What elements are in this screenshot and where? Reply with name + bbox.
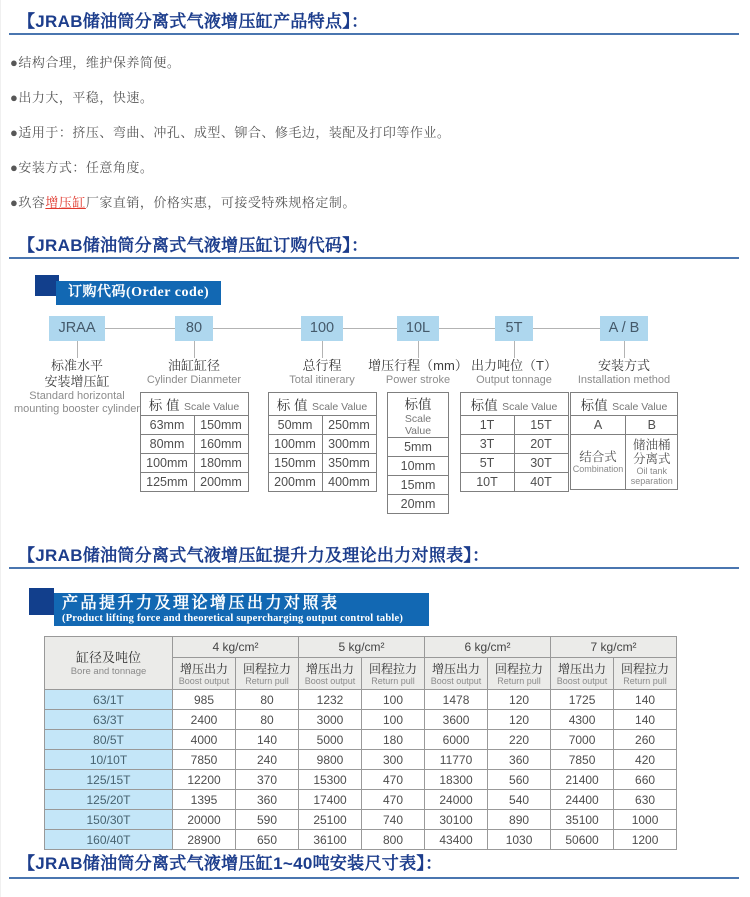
table-row xyxy=(140,416,248,435)
boost-output-header: 增压出力 Boost output xyxy=(299,658,362,690)
label-cn: 油缸缸径 xyxy=(167,358,220,373)
table-cell: 10/10T xyxy=(45,750,173,770)
header-cn: 标 值 xyxy=(276,397,308,413)
header-en: Scale Value xyxy=(502,400,558,413)
table-header xyxy=(570,393,678,416)
table-header-row xyxy=(45,637,677,658)
table-cell: 650 xyxy=(236,830,299,850)
label-en: Total itinerary xyxy=(289,374,355,386)
table-cell: 140 xyxy=(614,710,677,730)
cell-en: Oil tank xyxy=(636,466,668,476)
order-code-banner: 订购代码(Order code) xyxy=(56,281,221,305)
cell-cn: 储油桶 xyxy=(633,438,671,452)
cell-en: Combination xyxy=(572,464,624,474)
feature-item: ●适用于：挤压、弯曲、冲孔、成型、铆合、修毛边，装配及打印等作业。 xyxy=(10,125,451,140)
table-cell: 180 xyxy=(362,730,425,750)
table-row xyxy=(45,770,677,790)
order-column-installation xyxy=(539,316,709,490)
connector-stub xyxy=(514,341,515,358)
return-pull-header: 回程拉力 Return pull xyxy=(614,658,677,690)
table-cell: 100 xyxy=(362,690,425,710)
return-pull-header: 回程拉力 Return pull xyxy=(488,658,551,690)
label-cn: 出力吨位（T） xyxy=(471,358,557,373)
table-cell: 10mm xyxy=(388,457,449,476)
pressure-header: 7 kg/cm² xyxy=(551,637,677,658)
table-cell: 15300 xyxy=(299,770,362,790)
connector-stub xyxy=(322,341,323,358)
diameter-value-table xyxy=(140,392,249,492)
table-cell: 40T xyxy=(514,473,568,492)
table-cell: 740 xyxy=(362,810,425,830)
order-code-box: 10L xyxy=(397,316,439,341)
table-cell: 360 xyxy=(488,750,551,770)
label-cn: 总行程 xyxy=(302,358,342,373)
vendor-text-suffix: 厂家直销，价格实惠，可接受特殊规格定制。 xyxy=(85,195,356,210)
table-cell: 20000 xyxy=(173,810,236,830)
label-cn: 增压行程（mm） xyxy=(368,358,468,373)
corner-header xyxy=(45,637,173,690)
table-cell: 125mm xyxy=(140,473,194,492)
table-cell: 80 xyxy=(236,690,299,710)
connector-stub xyxy=(418,341,419,358)
table-cell: 125/15T xyxy=(45,770,173,790)
cell-cn: 分离式 xyxy=(633,452,671,466)
table-cell: 100mm xyxy=(268,435,322,454)
feature-item: ●结构合理，维护保养简便。 xyxy=(10,55,181,70)
table-row xyxy=(570,416,678,435)
label-cn: 标准水平 xyxy=(50,358,103,373)
divider-line xyxy=(9,33,739,35)
table-cell: 140 xyxy=(614,690,677,710)
table-cell: 1395 xyxy=(173,790,236,810)
order-code-box: A / B xyxy=(600,316,649,341)
table-cell: 6000 xyxy=(425,730,488,750)
order-code-box: 100 xyxy=(301,316,343,341)
table-cell: 160/40T xyxy=(45,830,173,850)
divider-line xyxy=(9,567,739,569)
table-cell: 200mm xyxy=(194,473,248,492)
table-cell: 370 xyxy=(236,770,299,790)
table-cell: 160mm xyxy=(194,435,248,454)
table-cell: 125/20T xyxy=(45,790,173,810)
table-cell: 660 xyxy=(614,770,677,790)
table-row xyxy=(45,710,677,730)
cell-cn: 结合式 xyxy=(579,450,617,464)
force-table-banner xyxy=(54,593,429,626)
table-cell: 80mm xyxy=(140,435,194,454)
table-cell: 100 xyxy=(362,710,425,730)
table-row xyxy=(140,454,248,473)
table-cell: 180mm xyxy=(194,454,248,473)
boost-output-header: 增压出力 Boost output xyxy=(551,658,614,690)
header-en: Scale Value xyxy=(311,400,368,413)
table-cell: 250mm xyxy=(322,416,376,435)
table-cell: 200mm xyxy=(268,473,322,492)
table-cell: 80/5T xyxy=(45,730,173,750)
table-cell: 15T xyxy=(514,416,568,435)
table-row xyxy=(45,810,677,830)
table-cell: 20mm xyxy=(388,495,449,514)
table-cell: 30100 xyxy=(425,810,488,830)
table-cell: 7850 xyxy=(551,750,614,770)
table-cell: 3T xyxy=(460,435,514,454)
label-en: Cylinder Dianmeter xyxy=(146,374,242,386)
table-cell: 1T xyxy=(460,416,514,435)
feature-item: ●安装方式：任意角度。 xyxy=(10,160,154,175)
table-cell: B xyxy=(626,416,678,435)
corner-en: Bore and tonnage xyxy=(70,665,147,677)
feature-item: ●出力大，平稳，快速。 xyxy=(10,90,154,105)
return-pull-header: 回程拉力 Return pull xyxy=(362,658,425,690)
table-cell: 3600 xyxy=(425,710,488,730)
table-cell: 240 xyxy=(236,750,299,770)
table-cell: 24000 xyxy=(425,790,488,810)
return-pull-header: 回程拉力 Return pull xyxy=(236,658,299,690)
table-row xyxy=(45,750,677,770)
label-en: mounting booster cylinder xyxy=(14,403,140,415)
header-cn: 标 值 xyxy=(148,397,180,413)
table-cell: 4000 xyxy=(173,730,236,750)
connector-stub xyxy=(77,341,78,358)
table-cell: 350mm xyxy=(322,454,376,473)
divider-line xyxy=(9,877,739,879)
table-cell: 1478 xyxy=(425,690,488,710)
table-cell: 80 xyxy=(236,710,299,730)
table-cell: 50600 xyxy=(551,830,614,850)
label-cn: 安装增压缸 xyxy=(44,374,110,389)
table-cell: 9800 xyxy=(299,750,362,770)
table-cell: A xyxy=(570,416,626,435)
connector-stub xyxy=(194,341,195,358)
section-title-install-table: 【JRAB储油筒分离式气液增压缸1~40吨安装尺寸表】： xyxy=(18,854,443,873)
vendor-text-prefix: ●玖容 xyxy=(10,195,46,210)
banner-title-en: (Product lifting force and theoretical supercharging output control table) xyxy=(62,613,404,624)
table-cell: 150/30T xyxy=(45,810,173,830)
table-cell: 5000 xyxy=(299,730,362,750)
header-en: Scale Value xyxy=(612,400,668,413)
table-cell: 630 xyxy=(614,790,677,810)
table-cell: 300mm xyxy=(322,435,376,454)
table-cell: 24400 xyxy=(551,790,614,810)
table-row xyxy=(140,473,248,492)
table-cell: 63/3T xyxy=(45,710,173,730)
table-cell: 28900 xyxy=(173,830,236,850)
table-cell: 360 xyxy=(236,790,299,810)
table-row xyxy=(45,690,677,710)
label-en: Power stroke xyxy=(385,374,451,386)
table-cell: 150mm xyxy=(268,454,322,473)
table-cell: 36100 xyxy=(299,830,362,850)
table-cell: 4300 xyxy=(551,710,614,730)
table-cell: 220 xyxy=(488,730,551,750)
table-row xyxy=(140,435,248,454)
table-cell xyxy=(626,435,678,490)
table-cell: 30T xyxy=(514,454,568,473)
table-cell: 1030 xyxy=(488,830,551,850)
table-cell: 120 xyxy=(488,690,551,710)
table-cell: 120 xyxy=(488,710,551,730)
table-row xyxy=(388,495,449,514)
header-en: Scale Value xyxy=(183,400,240,413)
table-cell: 560 xyxy=(488,770,551,790)
table-cell: 7000 xyxy=(551,730,614,750)
table-row xyxy=(45,730,677,750)
table-cell: 1232 xyxy=(299,690,362,710)
label-cn: 安装方式 xyxy=(597,358,650,373)
order-code-box: JRAA xyxy=(49,316,104,341)
connector-stub xyxy=(624,341,625,358)
table-cell: 100mm xyxy=(140,454,194,473)
table-cell: 1725 xyxy=(551,690,614,710)
header-cn: 标值 xyxy=(404,397,432,412)
table-cell: 50mm xyxy=(268,416,322,435)
pressure-header: 5 kg/cm² xyxy=(299,637,425,658)
table-cell: 590 xyxy=(236,810,299,830)
table-cell: 21400 xyxy=(551,770,614,790)
table-cell: 420 xyxy=(614,750,677,770)
label-en: Standard horizontal xyxy=(29,390,125,402)
pressure-header: 6 kg/cm² xyxy=(425,637,551,658)
table-cell: 11770 xyxy=(425,750,488,770)
header-cn: 标值 xyxy=(470,397,498,413)
table-cell: 15mm xyxy=(388,476,449,495)
boost-output-header: 增压出力 Boost output xyxy=(173,658,236,690)
header-cn: 标值 xyxy=(580,397,608,413)
table-row xyxy=(45,790,677,810)
table-cell: 300 xyxy=(362,750,425,770)
table-cell: 260 xyxy=(614,730,677,750)
table-row xyxy=(45,830,677,850)
table-cell: 20T xyxy=(514,435,568,454)
table-cell: 43400 xyxy=(425,830,488,850)
pressure-header: 4 kg/cm² xyxy=(173,637,299,658)
table-cell: 63mm xyxy=(140,416,194,435)
table-cell: 400mm xyxy=(322,473,376,492)
label-en: Installation method xyxy=(577,374,671,386)
section-title-force-table: 【JRAB储油筒分离式气液增压缸提升力及理论出力对照表】： xyxy=(18,546,490,565)
corner-cn: 缸径及吨位 xyxy=(75,649,141,665)
table-cell: 63/1T xyxy=(45,690,173,710)
table-cell: 1200 xyxy=(614,830,677,850)
section-title-order-code: 【JRAB储油筒分离式气液增压缸订购代码】： xyxy=(18,236,369,255)
boost-output-header: 增压出力 Boost output xyxy=(425,658,488,690)
banner-corner-square xyxy=(29,588,54,615)
feature-item-vendor xyxy=(10,192,356,211)
label-en: Output tonnage xyxy=(476,374,552,386)
table-cell: 890 xyxy=(488,810,551,830)
table-row xyxy=(570,435,678,490)
header-en: Scale Value xyxy=(404,413,432,437)
table-cell: 985 xyxy=(173,690,236,710)
table-cell xyxy=(570,435,626,490)
table-cell: 10T xyxy=(460,473,514,492)
table-cell: 35100 xyxy=(551,810,614,830)
section-title-features: 【JRAB储油筒分离式气液增压缸产品特点】： xyxy=(18,12,369,31)
installation-value-table xyxy=(570,392,679,490)
banner-title-cn: 产品提升力及理论增压出力对照表 xyxy=(62,595,340,612)
table-header xyxy=(140,393,248,416)
order-code-box: 5T xyxy=(495,316,533,341)
divider-line xyxy=(9,257,739,259)
table-cell: 140 xyxy=(236,730,299,750)
table-cell: 25100 xyxy=(299,810,362,830)
table-cell: 470 xyxy=(362,790,425,810)
table-cell: 800 xyxy=(362,830,425,850)
table-cell: 2400 xyxy=(173,710,236,730)
order-code-box: 80 xyxy=(175,316,213,341)
table-cell: 12200 xyxy=(173,770,236,790)
table-cell: 150mm xyxy=(194,416,248,435)
table-cell: 17400 xyxy=(299,790,362,810)
table-cell: 1000 xyxy=(614,810,677,830)
table-cell: 5mm xyxy=(388,438,449,457)
booster-cylinder-link[interactable]: 增压缸 xyxy=(45,195,86,210)
table-cell: 540 xyxy=(488,790,551,810)
table-cell: 7850 xyxy=(173,750,236,770)
force-output-table xyxy=(44,636,677,850)
table-cell: 470 xyxy=(362,770,425,790)
cell-en: separation xyxy=(630,476,673,486)
table-cell: 18300 xyxy=(425,770,488,790)
table-cell: 5T xyxy=(460,454,514,473)
table-cell: 3000 xyxy=(299,710,362,730)
